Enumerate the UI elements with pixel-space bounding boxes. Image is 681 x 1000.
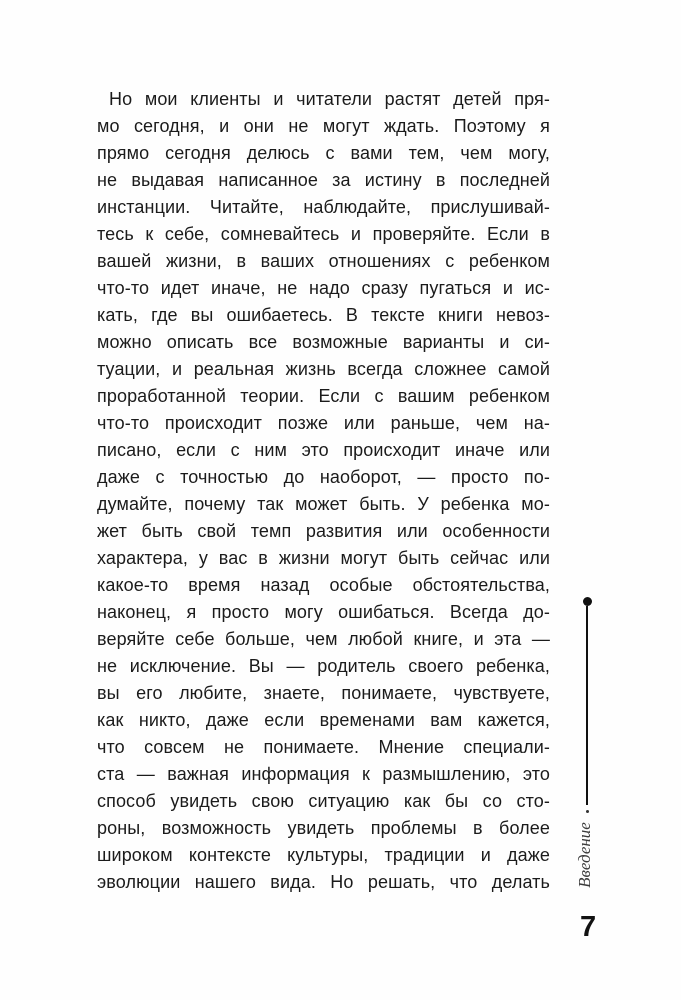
- text-line: думайте, почему так может быть. У ребенка мо-: [97, 494, 550, 514]
- page-number: 7: [580, 911, 597, 943]
- text-line: вы его любите, знаете, понимаете, чувствуете,: [97, 683, 550, 703]
- text-line: можно описать все возможные варианты и си-: [97, 332, 550, 352]
- text-line: не выдавая написанное за истину в последней: [97, 170, 550, 190]
- text-line: эволюции нашего вида. Но решать, что делать: [97, 872, 550, 892]
- chapter-label: Введение: [575, 822, 594, 888]
- text-line: что-то происходит позже или раньше, чем на-: [97, 413, 550, 433]
- chapter-marker-rule: [586, 606, 588, 805]
- text-line: характера, у вас в жизни могут быть сейчас или: [97, 548, 550, 568]
- text-line: писано, если с ним это происходит иначе или: [97, 440, 550, 460]
- text-line: прямо сегодня делюсь с вами тем, чем могу,: [97, 143, 550, 163]
- text-line: как никто, даже если временами вам кажется,: [97, 710, 550, 730]
- text-line: инстанции. Читайте, наблюдайте, прислушивай-: [97, 197, 550, 217]
- paragraph-lines: [97, 86, 550, 896]
- text-line: даже с точностью до наоборот, — просто по-: [97, 467, 550, 487]
- text-line: что совсем не понимаете. Мнение специали-: [97, 737, 550, 757]
- text-line: веряйте себе больше, чем любой книге, и эта —: [97, 629, 550, 649]
- text-line: роны, возможность увидеть проблемы в более: [97, 818, 550, 838]
- text-line: способ увидеть свою ситуацию как бы со сто-: [97, 791, 550, 811]
- text-line: наконец, я просто могу ошибаться. Всегда до-: [97, 602, 550, 622]
- text-line: широком контексте культуры, традиции и даже: [97, 845, 550, 865]
- text-line: какое-то время назад особые обстоятельства,: [97, 575, 550, 595]
- text-line: не исключение. Вы — родитель своего ребенка,: [97, 656, 550, 676]
- text-line: Но мои клиенты и читатели растят детей пря-: [109, 89, 550, 109]
- chapter-marker-dot: [583, 597, 592, 606]
- text-line: жет быть свой темп развития или особенности: [97, 521, 550, 541]
- text-line: мо сегодня, и они не могут ждать. Поэтому я: [97, 116, 550, 136]
- chapter-marker-tick: [586, 810, 589, 813]
- text-line: тесь к себе, сомневайтесь и проверяйте. Если в: [97, 224, 550, 244]
- text-line: кать, где вы ошибаетесь. В тексте книги невоз-: [97, 305, 550, 325]
- text-line: проработанной теории. Если с вашим ребенком: [97, 386, 550, 406]
- text-line: вашей жизни, в ваших отношениях с ребенком: [97, 251, 550, 271]
- text-line: что-то идет иначе, не надо сразу пугаться и ис-: [97, 278, 550, 298]
- text-line: ста — важная информация к размышлению, это: [97, 764, 550, 784]
- text-line: туации, и реальная жизнь всегда сложнее самой: [97, 359, 550, 379]
